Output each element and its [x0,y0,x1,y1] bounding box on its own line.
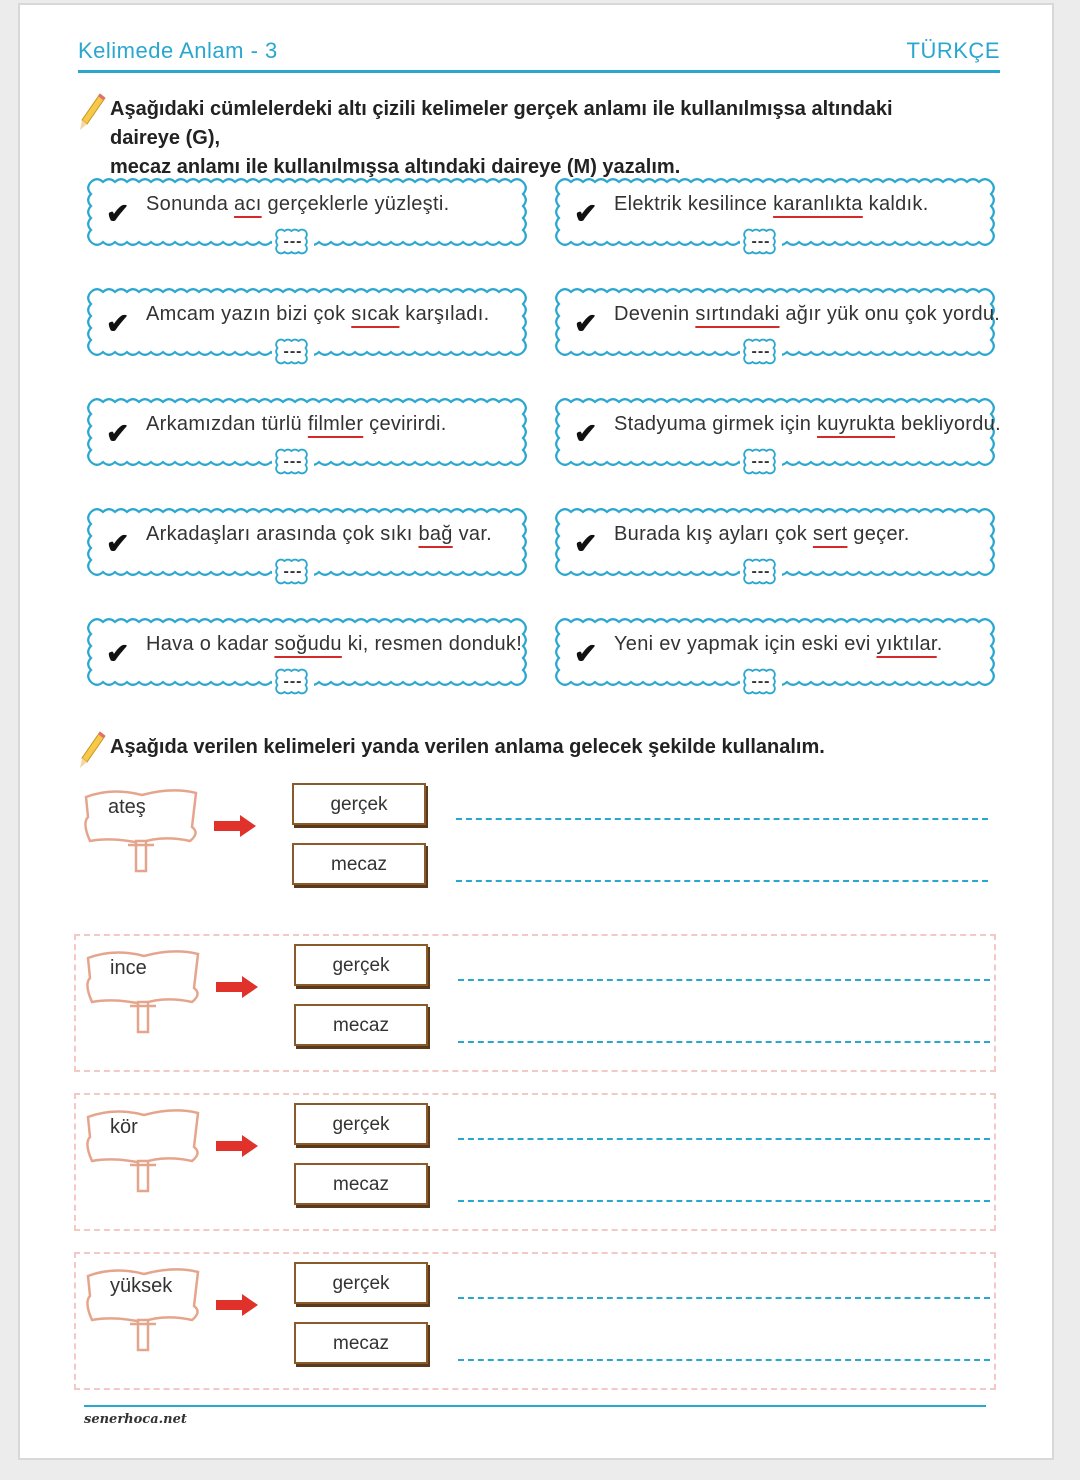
answer-circle[interactable] [740,667,782,701]
real-meaning-plank [294,1262,428,1304]
sign-word: ince [110,957,147,979]
sentence-text [614,193,929,216]
sentence-card [550,285,1001,367]
check-icon: ✔ [106,308,130,339]
word-group [74,775,996,913]
sentence-pre: Arkadaşları arasında çok sıkı [146,523,419,545]
figurative-meaning-plank [294,1322,428,1364]
sentence-text [146,413,447,436]
sign-word: kör [110,1116,138,1138]
sentence-card [82,285,528,367]
worksheet-title: Kelimede Anlam - 3 [78,38,278,63]
check-icon: ✔ [106,198,130,229]
check-icon: ✔ [574,528,598,559]
answer-placeholder: --- [751,343,771,360]
instruction-1 [110,95,960,182]
answer-placeholder: --- [283,673,303,690]
sentence-post: var. [452,523,493,545]
real-meaning-plank [292,783,426,825]
instruction-1-line1: Aşağıdaki cümlelerdeki altı çizili kelimeler gerçek anlamı ile kullanılmışsa altındaki daireye (G), [110,98,893,149]
answer-circle[interactable] [740,447,782,481]
sentence-text [614,523,910,546]
sentence-pre: Burada kış ayları çok [614,523,813,545]
underlined-word: sırtındaki [695,303,780,325]
figurative-meaning-plank [292,843,426,885]
real-answer-line[interactable] [458,979,990,981]
real-answer-line[interactable] [458,1138,990,1140]
figurative-answer-line[interactable] [458,1359,990,1361]
underlined-word: sıcak [351,303,400,325]
check-icon: ✔ [106,528,130,559]
figurative-meaning-label: mecaz [333,1333,389,1354]
sentence-pre: Devenin [614,303,696,325]
sentence-pre: Stadyuma girmek için [614,413,818,435]
answer-placeholder: --- [751,233,771,250]
sentence-card [82,395,528,477]
figurative-answer-line[interactable] [458,1200,990,1202]
real-meaning-plank [294,944,428,986]
sentence-pre: Sonunda [146,193,235,215]
figurative-meaning-plank [294,1004,428,1046]
word-group [74,934,996,1072]
real-meaning-label: gerçek [332,955,390,976]
real-meaning-label: gerçek [330,794,388,815]
sentence-text [614,303,1000,326]
sentence-card [550,505,996,587]
answer-circle[interactable] [740,337,782,371]
sentence-card [82,175,528,257]
answer-circle[interactable] [272,667,314,701]
sentence-post: bekliyordu. [895,413,1001,435]
sentence-post: ağır yük onu çok yordu. [779,303,1001,325]
figurative-answer-line[interactable] [458,1041,990,1043]
sentence-post: gerçeklerle yüzleşti. [261,193,450,215]
sentence-pre: Arkamızdan türlü [146,413,308,435]
real-meaning-plank [294,1103,428,1145]
sentence-card [82,505,528,587]
underlined-word: karanlıkta [773,193,863,215]
sentence-text [146,523,492,546]
sentence-post: kaldık. [862,193,929,215]
sentence-card [550,615,996,697]
check-icon: ✔ [106,418,130,449]
answer-placeholder: --- [283,453,303,470]
pencil-icon [78,730,106,770]
sentence-text [614,633,943,656]
figurative-meaning-plank [294,1163,428,1205]
sentence-post: ki, resmen donduk! [341,633,523,655]
arrow-right-icon [216,1294,258,1316]
sentence-pre: Elektrik kesilince [614,193,774,215]
sentence-card [550,175,996,257]
answer-circle[interactable] [740,227,782,261]
sentence-post: geçer. [847,523,910,545]
sentence-post: karşıladı. [399,303,490,325]
pencil-icon [78,92,106,132]
real-meaning-label: gerçek [332,1114,390,1135]
answer-circle[interactable] [740,557,782,591]
footer-site: senerhoca.net [84,1412,187,1427]
answer-placeholder: --- [283,563,303,580]
header-divider [78,70,1000,73]
subject-label: TÜRKÇE [906,38,1000,63]
figurative-meaning-label: mecaz [331,854,387,875]
sign-word: ateş [108,796,146,818]
real-answer-line[interactable] [456,818,988,820]
check-icon: ✔ [574,418,598,449]
underlined-word: acı [234,193,262,215]
real-answer-line[interactable] [458,1297,990,1299]
check-icon: ✔ [106,638,130,669]
sentence-text [146,633,522,656]
underlined-word: soğudu [274,633,342,655]
sign-word: yüksek [110,1275,173,1297]
answer-placeholder: --- [751,453,771,470]
sentence-text [146,303,489,326]
word-group [74,1093,996,1231]
figurative-meaning-label: mecaz [333,1015,389,1036]
arrow-right-icon [216,1135,258,1157]
figurative-answer-line[interactable] [456,880,988,882]
answer-circle[interactable] [272,337,314,371]
instruction-1-line2: mecaz anlamı ile kullanılmışsa altındaki daireye (M) yazalım. [110,156,681,178]
underlined-word: bağ [418,523,453,545]
word-group [74,1252,996,1390]
underlined-word: yıktılar [876,633,937,655]
underlined-word: sert [812,523,848,545]
answer-circle[interactable] [272,557,314,591]
arrow-right-icon [214,815,256,837]
sentence-pre: Hava o kadar [146,633,275,655]
answer-placeholder: --- [283,233,303,250]
answer-placeholder: --- [751,563,771,580]
sentence-card [82,615,528,697]
check-icon: ✔ [574,198,598,229]
sentence-card [550,395,1001,477]
sentence-post: çevirirdi. [363,413,447,435]
sentence-post: . [936,633,943,655]
sentence-text [146,193,449,216]
instruction-2: Aşağıda verilen kelimeleri yanda verilen anlama gelecek şekilde kullanalım. [110,736,825,758]
wooden-sign-icon [84,1103,204,1193]
answer-circle[interactable] [272,447,314,481]
underlined-word: filmler [307,413,364,435]
real-meaning-label: gerçek [332,1273,390,1294]
answer-placeholder: --- [283,343,303,360]
check-icon: ✔ [574,308,598,339]
figurative-meaning-label: mecaz [333,1174,389,1195]
arrow-right-icon [216,976,258,998]
underlined-word: kuyrukta [817,413,896,435]
check-icon: ✔ [574,638,598,669]
footer-divider [84,1405,986,1407]
answer-circle[interactable] [272,227,314,261]
sentence-pre: Amcam yazın bizi çok [146,303,352,325]
sentence-pre: Yeni ev yapmak için eski evi [614,633,877,655]
answer-placeholder: --- [751,673,771,690]
sentence-text [614,413,1001,436]
